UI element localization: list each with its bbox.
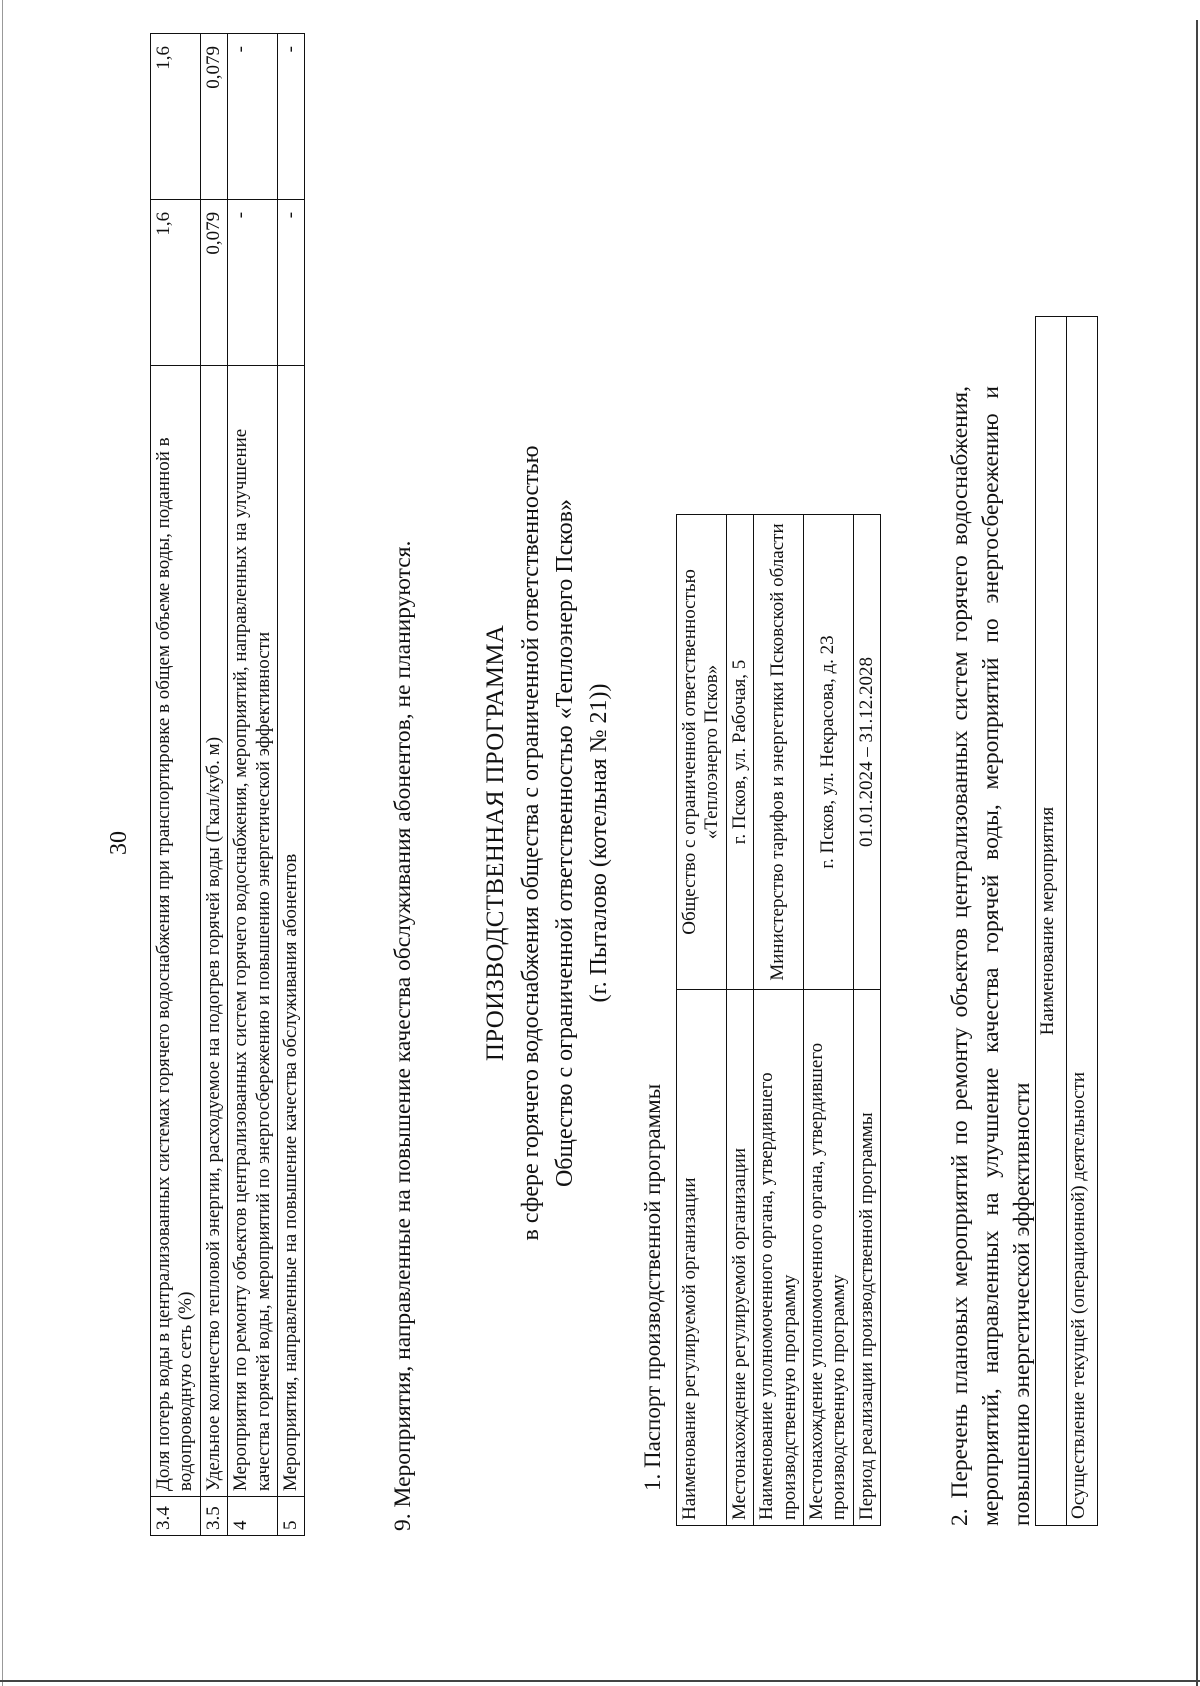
row-value: 1,6 — [151, 34, 201, 200]
page-number: 30 — [106, 831, 132, 855]
passport-value: 01.01.2024 – 31.12.2028 — [853, 515, 880, 990]
program-title: ПРОИЗВОДСТВЕННАЯ ПРОГРАММА — [482, 624, 509, 1062]
table-row — [804, 515, 854, 1526]
row-value: 1,6 — [151, 199, 201, 365]
row-value: - — [278, 34, 305, 200]
row-number: 3.5 — [200, 1497, 227, 1536]
section-1-heading: 1. Паспорт производственной программы — [640, 1083, 665, 1491]
table-row — [1067, 317, 1098, 1526]
passport-label: Местонахождение регулируемой организации — [726, 990, 753, 1526]
row-value: - — [228, 34, 278, 200]
section-9-text: 9. Мероприятия, направленные на повышение качества обслуживания абонентов, не планируются. — [390, 540, 416, 1531]
row-value: - — [278, 199, 305, 365]
passport-table — [676, 514, 881, 1526]
row-description: Мероприятия по ремонту объектов централизованных систем горячего водоснабжения, мероприятий, направленных на улучшение качества горячей воды, мероприятий по энергосбережению и повышению энергетической эффективности — [228, 365, 278, 1496]
program-heading — [478, 100, 616, 1586]
row-value: 0,079 — [200, 34, 227, 200]
measure-name: Осуществление текущей (операционной) деятельности — [1067, 317, 1098, 1526]
passport-label: Наименование уполномоченного органа, утвердившего производственную программу — [754, 990, 804, 1526]
passport-value: Общество с ограниченной ответственностью «Теплоэнерго Псков» — [677, 515, 727, 990]
table-header-row — [1036, 317, 1067, 1526]
program-organization: Общество с ограниченной ответственностью «Теплоэнерго Псков» — [551, 498, 578, 1188]
table-row — [200, 34, 227, 1536]
indicators-table — [150, 33, 305, 1536]
row-number: 3.4 — [151, 1497, 201, 1536]
row-number: 5 — [278, 1497, 305, 1536]
table-row — [853, 515, 880, 1526]
row-description: Удельное количество тепловой энергии, расходуемое на подогрев горячей воды (Гкал/куб. м) — [200, 365, 227, 1496]
table-row — [677, 515, 727, 1526]
passport-label: Местонахождение уполномоченного органа, утвердившего производственную программу — [804, 990, 854, 1526]
program-subtitle: в сфере горячего водоснабжения общества с ограниченной ответственностью — [517, 445, 544, 1241]
passport-label: Период реализации производственной программы — [853, 990, 880, 1526]
row-number: 4 — [228, 1497, 278, 1536]
passport-value: Министерство тарифов и энергетики Псковской области — [754, 515, 804, 990]
row-value: 0,079 — [200, 199, 227, 365]
column-header: Наименование мероприятия — [1036, 317, 1067, 1526]
table-row — [228, 34, 278, 1536]
section-2-heading: 2. Перечень плановых мероприятий по ремонту объектов централизованных систем горячего водоснабжения, мероприятий, направленных на улучшение качества горячей воды, мероприятий по энергосбережению и повышению энергетической эффективности — [947, 386, 1036, 1526]
row-description: Мероприятия, направленные на повышение качества обслуживания абонентов — [278, 365, 305, 1496]
table-row — [151, 34, 201, 1536]
passport-value: г. Псков, ул. Некрасова, д. 23 — [804, 515, 854, 990]
measures-table — [1035, 316, 1098, 1526]
row-description: Доля потерь воды в централизованных системах горячего водоснабжения при транспортировке в общем объеме воды, поданной в водопроводную сеть (%) — [151, 365, 201, 1496]
program-location: (г. Пыталово (котельная № 21)) — [585, 683, 612, 1003]
passport-value: г. Псков, ул. Рабочая, 5 — [726, 515, 753, 990]
table-row — [278, 34, 305, 1536]
row-value: - — [228, 199, 278, 365]
table-row — [754, 515, 804, 1526]
table-row — [726, 515, 753, 1526]
passport-label: Наименование регулируемой организации — [677, 990, 727, 1526]
